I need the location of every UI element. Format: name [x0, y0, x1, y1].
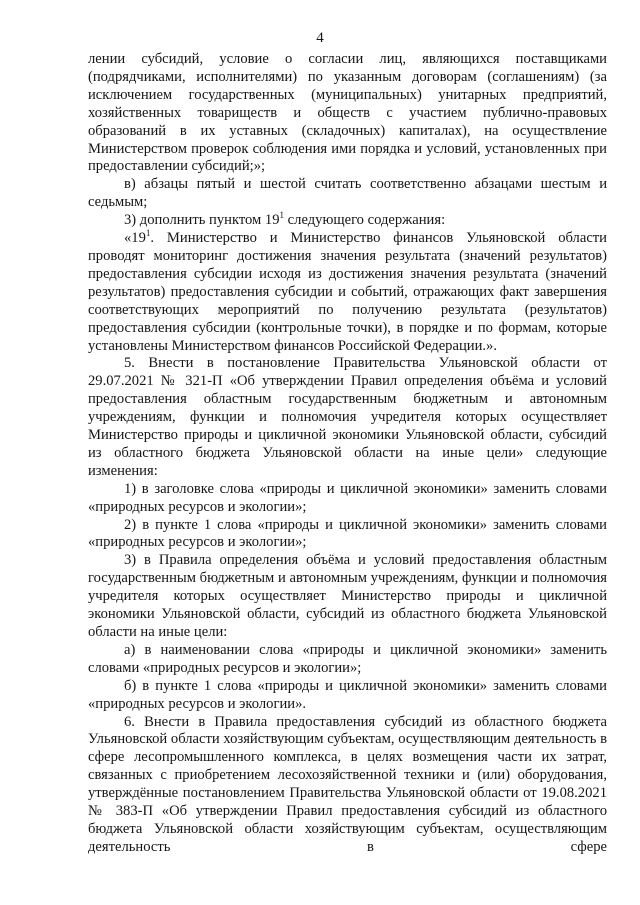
paragraph-point-19-1-head: «19	[124, 230, 146, 247]
paragraph-item-3	[88, 212, 607, 230]
paragraph-5-item-2: 2) в пункте 1 слова «природы и цикличной экономики» заменить словами «природных ресурсов и экологии»;	[88, 516, 607, 551]
paragraph-5-item-a: а) в наименовании слова «природы и цикличной экономики» заменить словами «природных ресурсов и экологии»;	[88, 641, 607, 676]
page-number: 4	[316, 30, 324, 46]
paragraph-section-5: 5. Внести в постановление Правительства Ульяновской области от 29.07.2021 № 321-П «Об утверждении Правил определения объёма и условий предоставления областным государственным бюджетным и автономным учреждениям, функции и полномочия учредителя которых осуществляет Министерство природы и цикличной экономики Ульяновской области, субсидий из областного бюджета Ульяновской области на иные цели» следующие изменения:	[88, 355, 607, 479]
superscript: 1	[279, 210, 285, 221]
paragraph-item-v: в) абзацы пятый и шестой считать соответственно абзацами шестым и седьмым;	[88, 176, 607, 211]
document-body	[88, 51, 607, 857]
superscript: 1	[145, 228, 151, 239]
paragraph-continuation: лении субсидий, условие о согласии лиц, являющихся поставщиками (подрядчиками, исполнителями) по указанным договорам (соглашениям) (за исключением государственных (муниципальных) унитарных предприятий, хозяйственных товариществ и обществ с участием публично-правовых образований в их уставных (складочных) капиталах), на осуществление Министерством проверок соблюдения ими порядка и условий, установленных при предоставлении субсидий;»;	[88, 51, 607, 175]
paragraph-5-item-1: 1) в заголовке слова «природы и цикличной экономики» заменить словами «природных ресурсов и экологии»;	[88, 480, 607, 515]
paragraph-item-3-tail: следующего содержания:	[284, 212, 446, 229]
paragraph-5-item-3: 3) в Правила определения объёма и условий предоставления областным государственным бюджетным и автономным учреждениям, функции и полномочия учредителя которых осуществляет Министерство природы и цикличной экономики Ульяновской области, субсидий из областного бюджета Ульяновской области на иные цели:	[88, 552, 607, 640]
paragraph-5-item-b: б) в пункте 1 слова «природы и цикличной экономики» заменить словами «природных ресурсов и экологии».	[88, 677, 607, 712]
paragraph-point-19-1-body: . Министерство и Министерство финансов Ульяновской области проводят мониторинг достижения значения результата (значений результатов) предоставления субсидии исходя из достижения значения результата (значений результатов) предоставления субсидии и событий, отражающих факт завершения соответствующих мероприятий по получению результата (результатов) предоставления субсидии (контрольные точки), в порядке и по формам, которые установлены Министерством финансов Российской Федерации.».	[88, 230, 607, 354]
paragraph-point-19-1	[88, 230, 607, 355]
paragraph-section-6: 6. Внести в Правила предоставления субсидий из областного бюджета Ульяновской области хозяйствующим субъектам, осуществляющим деятельность в сфере лесопромышленного комплекса, в целях возмещения части их затрат, связанных с приобретением лесохозяйственной техники и (или) оборудования, утверждённые постановлением Правительства Ульяновской области от 19.08.2021 № 383-П «Об утверждении Правил предоставления субсидий из областного бюджета Ульяновской области хозяйствующим субъектам, осуществляющим деятельность в сфере	[88, 713, 607, 855]
paragraph-item-3-text: 3) дополнить пунктом 19	[124, 212, 280, 229]
